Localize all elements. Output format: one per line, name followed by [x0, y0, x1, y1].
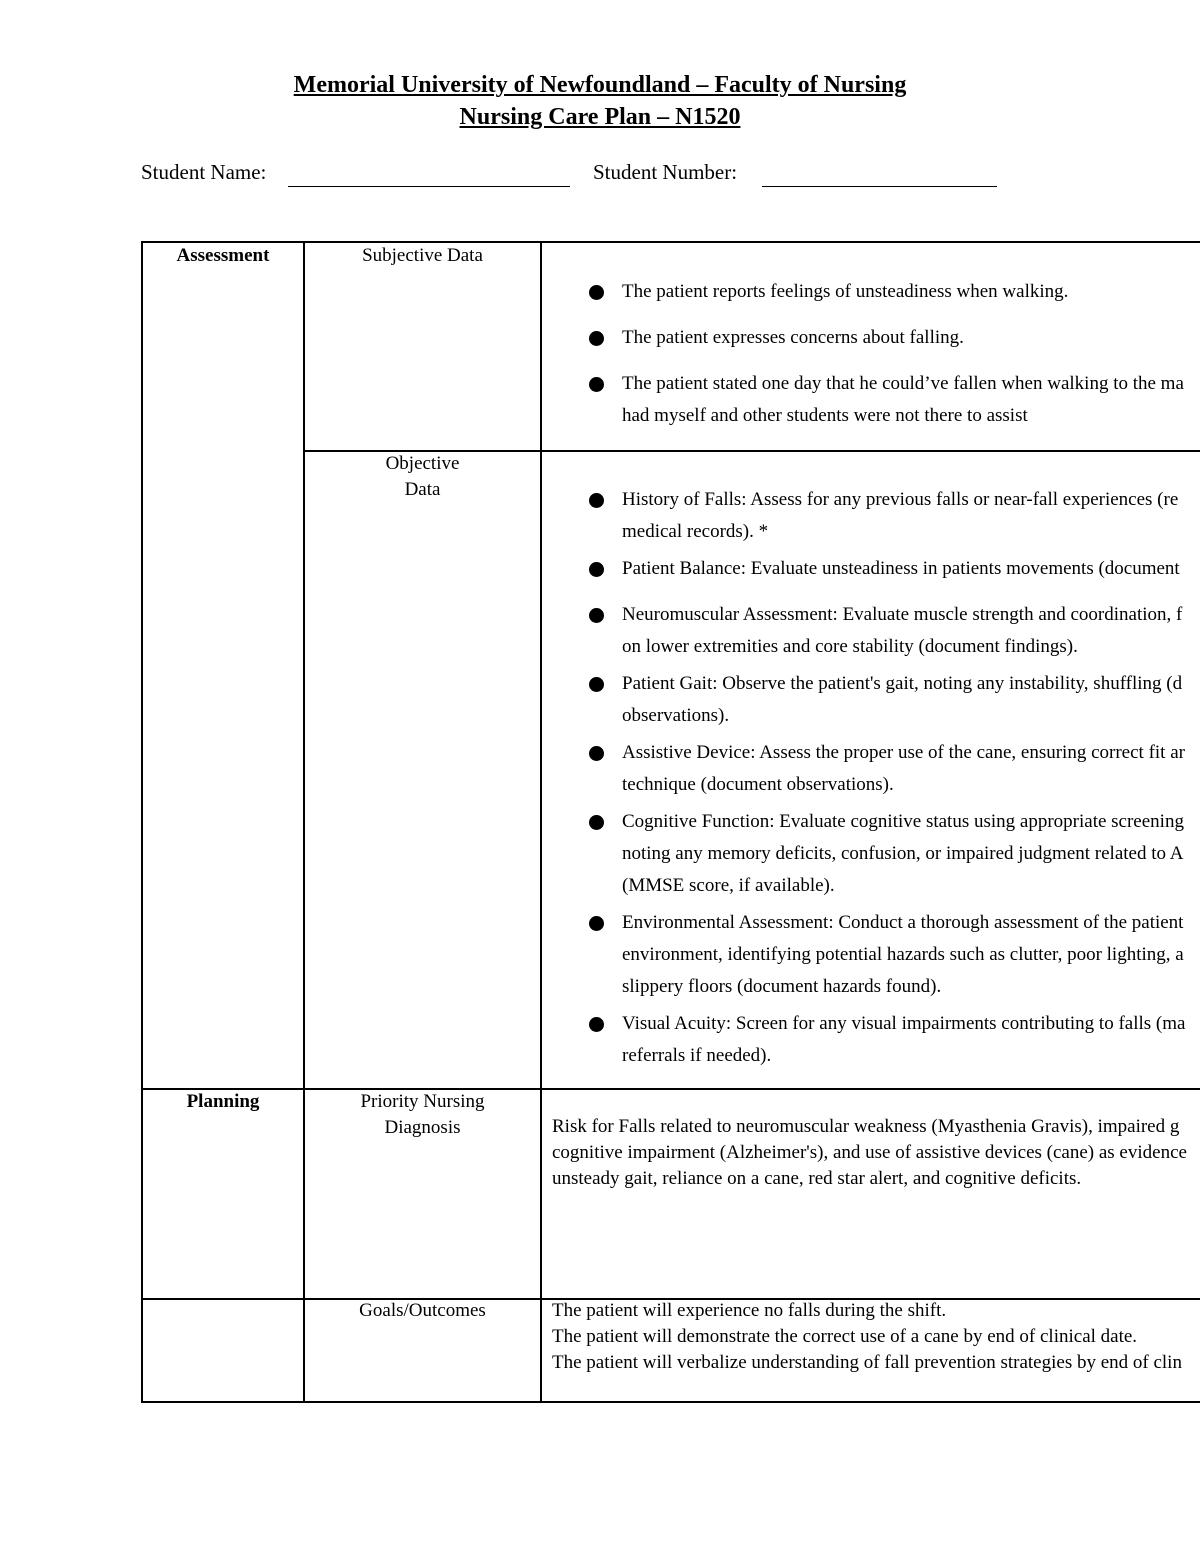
objective-item [586, 553, 1185, 585]
subjective-item [586, 276, 1184, 308]
table-border-left [141, 241, 143, 1403]
bullet-icon [589, 916, 604, 931]
objective-data-list [586, 484, 1185, 1072]
priority-diagnosis-label: Priority Nursing Diagnosis [360, 1091, 485, 1138]
goals-outcomes-text: The patient will experience no falls during the shift. The patient will demonstrate the correct use of a cane by end of clinical date. The patient will verbalize understanding of fall prevention strategies by end of clin [552, 1300, 1182, 1373]
table-border-bottom [141, 1401, 1200, 1403]
student-name-label: Student Name: [141, 160, 267, 184]
subjective-item [586, 322, 1184, 354]
objective-item-text: Assistive Device: Assess the proper use of the cane, ensuring correct fit ar technique (document observations). [622, 742, 1185, 795]
objective-item [586, 806, 1185, 902]
bullet-icon [589, 677, 604, 692]
bullet-icon [589, 815, 604, 830]
goals-outcomes-label: Goals/Outcomes [359, 1300, 486, 1321]
bullet-icon [589, 608, 604, 623]
subjective-item-text: The patient expresses concerns about falling. [622, 327, 964, 348]
bullet-icon [589, 562, 604, 577]
objective-item [586, 668, 1185, 732]
student-name-field[interactable] [288, 186, 570, 187]
document-title: Memorial University of Newfoundland – Faculty of Nursing [293, 72, 907, 98]
bullet-icon [589, 746, 604, 761]
bullet-icon [589, 493, 604, 508]
table-divider-col2 [540, 241, 542, 1403]
objective-item [586, 599, 1185, 663]
table-divider-col1 [303, 241, 305, 1403]
subjective-data-label: Subjective Data [362, 245, 483, 266]
objective-item [586, 907, 1185, 1003]
bullet-icon [589, 1017, 604, 1032]
bullet-icon [589, 285, 604, 300]
objective-item-text: Environmental Assessment: Conduct a thorough assessment of the patient environment, identifying potential hazards such as clutter, poor lighting, a slippery floors (document hazards found). [622, 912, 1184, 997]
section-assessment-label: Assessment [176, 245, 270, 266]
subjective-data-list [586, 276, 1184, 432]
student-number-label: Student Number: [593, 160, 738, 184]
objective-item [586, 484, 1185, 548]
bullet-icon [589, 331, 604, 346]
objective-item [586, 1008, 1185, 1072]
subjective-item-text: The patient stated one day that he could’ve fallen when walking to the ma had myself and other students were not there to assist [622, 373, 1184, 426]
student-number-field[interactable] [762, 186, 997, 187]
objective-item-text: History of Falls: Assess for any previous falls or near-fall experiences (re medical records). * [622, 489, 1179, 542]
objective-item [586, 737, 1185, 801]
objective-item-text: Neuromuscular Assessment: Evaluate muscle strength and coordination, f on lower extremities and core stability (document findings). [622, 604, 1183, 657]
section-planning-label: Planning [186, 1091, 260, 1112]
objective-item-text: Patient Gait: Observe the patient's gait, noting any instability, shuffling (d observations). [622, 673, 1183, 726]
objective-item-text: Cognitive Function: Evaluate cognitive status using appropriate screening noting any memory deficits, confusion, or impaired judgment related to A (MMSE score, if available). [622, 811, 1184, 896]
subjective-item-text: The patient reports feelings of unsteadiness when walking. [622, 281, 1069, 302]
objective-item-text: Patient Balance: Evaluate unsteadiness in patients movements (document [622, 558, 1180, 579]
subjective-item [586, 368, 1184, 432]
priority-diagnosis-text: Risk for Falls related to neuromuscular weakness (Myasthenia Gravis), impaired g cognitive impairment (Alzheimer's), and use of assistive devices (cane) as evidence unsteady gait, reliance on a cane, red star alert, and cognitive deficits. [552, 1116, 1187, 1189]
objective-data-label: Objective Data [385, 453, 460, 500]
objective-item-text: Visual Acuity: Screen for any visual impairments contributing to falls (ma referrals if needed). [622, 1013, 1186, 1066]
document-subtitle: Nursing Care Plan – N1520 [459, 104, 741, 130]
bullet-icon [589, 377, 604, 392]
